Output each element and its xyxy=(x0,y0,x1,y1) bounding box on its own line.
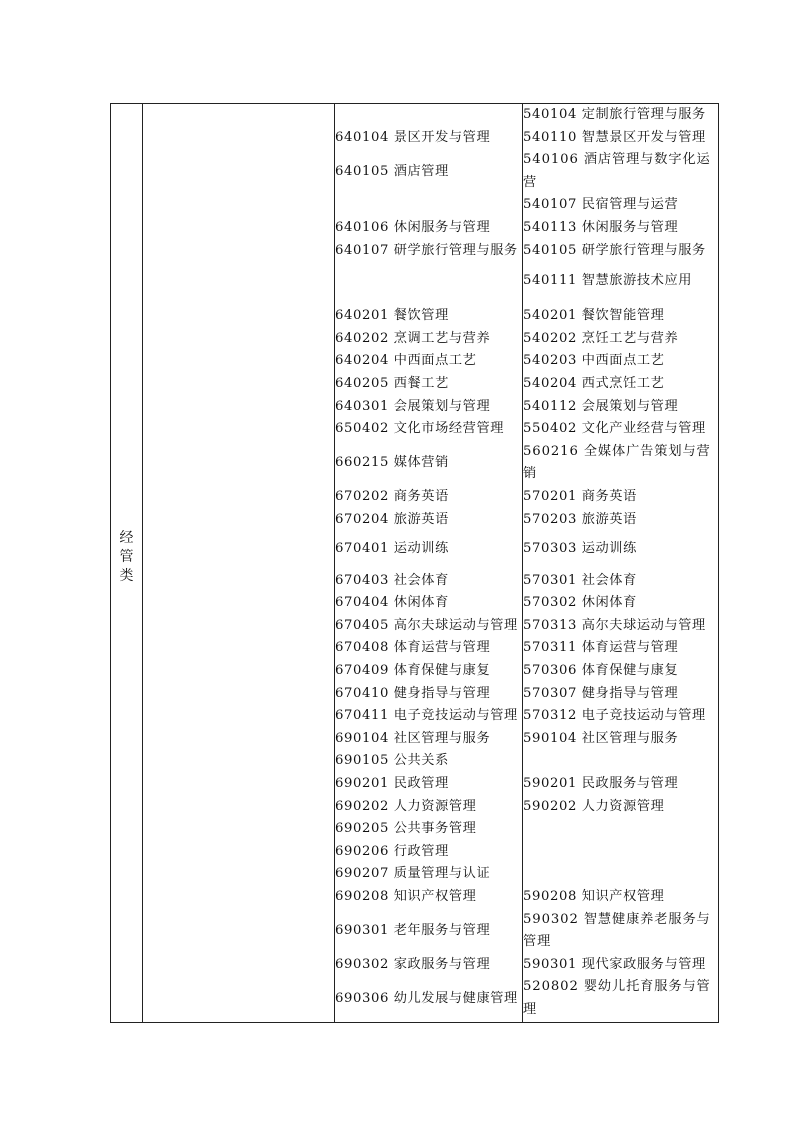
new-major-item: 540111 智慧旅游技术应用 xyxy=(523,273,693,289)
old-major-item: 690207 质量管理与认证 xyxy=(335,866,491,882)
new-major-item: 540106 酒店管理与数字化运营 xyxy=(523,152,711,190)
old-major-item: 690205 公共事务管理 xyxy=(335,821,477,837)
new-major-item: 520802 婴幼儿托育服务与管理 xyxy=(523,979,711,1017)
new-major-item: 590202 人力资源管理 xyxy=(523,798,665,814)
new-major-item: 540112 会展策划与管理 xyxy=(523,398,679,414)
category-char: 管 xyxy=(119,549,134,565)
new-major-item: 540204 西式烹饪工艺 xyxy=(523,375,665,391)
old-major-item: 640202 烹调工艺与营养 xyxy=(335,330,491,346)
old-major-item: 670401 运动训练 xyxy=(335,540,449,556)
new-major-item: 570313 高尔夫球运动与管理 xyxy=(523,617,706,633)
category-label xyxy=(111,529,142,586)
old-major-item: 690201 民政管理 xyxy=(335,775,449,791)
new-major-item: 540203 中西面点工艺 xyxy=(523,353,665,369)
column-divider xyxy=(142,104,143,1022)
old-major-item: 670404 休闲体育 xyxy=(335,595,449,611)
new-major-item: 570203 旅游英语 xyxy=(523,511,637,527)
new-major-item: 590302 智慧健康养老服务与管理 xyxy=(523,911,711,950)
new-major-item: 590201 民政服务与管理 xyxy=(523,775,679,791)
old-major-item: 670204 旅游英语 xyxy=(335,511,449,527)
old-major-item: 670202 商务英语 xyxy=(335,488,449,504)
old-major-item: 640301 会展策划与管理 xyxy=(335,398,491,414)
old-major-item: 640205 西餐工艺 xyxy=(335,375,449,391)
old-major-item: 660215 媒体营销 xyxy=(335,455,449,471)
old-major-item: 670409 体育保健与康复 xyxy=(335,662,491,678)
new-major-item: 570306 体育保健与康复 xyxy=(523,662,679,678)
new-major-item: 570302 休闲体育 xyxy=(523,595,637,611)
old-major-item: 670405 高尔夫球运动与管理 xyxy=(335,617,518,633)
old-major-item: 640104 景区开发与管理 xyxy=(335,129,491,145)
new-major-item: 540110 智慧景区开发与管理 xyxy=(523,129,706,145)
new-major-item: 570307 健身指导与管理 xyxy=(523,685,679,701)
new-major-item: 560216 全媒体广告策划与营销 xyxy=(523,443,711,482)
old-major-item: 690306 幼儿发展与健康管理 xyxy=(335,990,518,1006)
old-major-item: 640106 休闲服务与管理 xyxy=(335,220,491,235)
new-major-item: 590208 知识产权管理 xyxy=(523,888,665,904)
old-major-item: 640107 研学旅行管理与服务 xyxy=(335,242,518,258)
old-major-item: 690208 知识产权管理 xyxy=(335,888,477,904)
new-major-item: 550402 文化产业经营与管理 xyxy=(523,421,706,437)
new-major-item: 570311 体育运营与管理 xyxy=(523,640,679,656)
category-char: 经 xyxy=(119,530,134,546)
old-major-item: 690202 人力资源管理 xyxy=(335,798,477,814)
old-major-item: 690105 公共关系 xyxy=(335,753,449,769)
category-char: 类 xyxy=(119,568,134,584)
new-major-item: 570303 运动训练 xyxy=(523,540,637,556)
old-major-item: 640201 餐饮管理 xyxy=(335,308,449,324)
old-major-item: 670410 健身指导与管理 xyxy=(335,685,491,701)
old-major-item: 640105 酒店管理 xyxy=(335,163,449,179)
new-major-item: 540104 定制旅行管理与服务 xyxy=(523,107,706,122)
new-major-item: 570201 商务英语 xyxy=(523,488,637,504)
new-major-item: 590104 社区管理与服务 xyxy=(523,730,679,746)
new-major-item: 540201 餐饮智能管理 xyxy=(523,308,665,324)
old-major-item: 690104 社区管理与服务 xyxy=(335,730,491,746)
new-major-item: 540202 烹饪工艺与营养 xyxy=(523,330,679,346)
new-major-item: 540113 休闲服务与管理 xyxy=(523,220,679,235)
old-major-item: 670408 体育运营与管理 xyxy=(335,640,491,656)
new-major-item: 570301 社会体育 xyxy=(523,572,637,588)
old-major-item: 640204 中西面点工艺 xyxy=(335,353,477,369)
old-major-item: 670403 社会体育 xyxy=(335,572,449,588)
new-major-item: 540107 民宿管理与运营 xyxy=(523,197,679,213)
old-major-item: 670411 电子竞技运动与管理 xyxy=(335,708,518,724)
old-major-item: 650402 文化市场经营管理 xyxy=(335,421,505,437)
old-major-item: 690206 行政管理 xyxy=(335,843,449,859)
new-major-item: 540105 研学旅行管理与服务 xyxy=(523,242,706,258)
new-major-item: 590301 现代家政服务与管理 xyxy=(523,956,706,972)
old-major-item: 690302 家政服务与管理 xyxy=(335,956,491,972)
new-major-item: 570312 电子竞技运动与管理 xyxy=(523,708,706,724)
major-table xyxy=(110,103,719,1023)
old-major-item: 690301 老年服务与管理 xyxy=(335,922,491,938)
